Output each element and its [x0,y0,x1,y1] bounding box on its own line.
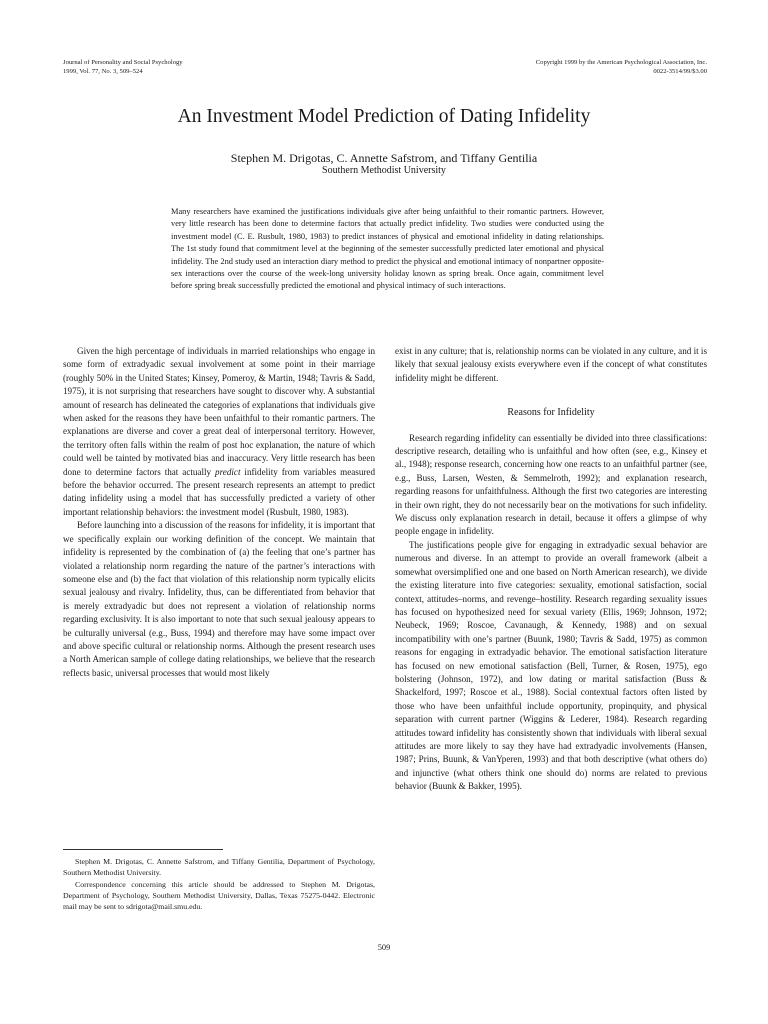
emphasis-predict: predict [215,466,241,477]
intro-paragraph-1 [63,345,375,519]
right-column [395,345,707,794]
author-list: Stephen M. Drigotas, C. Annette Safstrom, and Tiffany Gentilia [230,151,538,165]
footnote-divider [63,849,223,850]
issn-line: 0022-3514/99/$3.00 [653,67,707,75]
article-title: An Investment Model Prediction of Dating Infidelity [177,106,591,127]
journal-volume: 1999, Vol. 77, No. 3, 509–524 [63,67,143,75]
reasons-paragraph-2: The justifications people give for engaging in extradyadic sexual behavior are numerous and diverse. In an attempt to provide an overall framework (albeit a somewhat oversimplified one and one based on North American research), we divide the existing literature into five categories: sexuality, emotional satisfaction, social context, attitudes–norms, and revenge–hostility. Research regarding sexuality issues has focused on hypothesized need for sexual variety (Ellis, 1969; Johnson, 1972; Neubeck, 1969; Roscoe, Cavanaugh, & Kennedy, 1988) and on sexual incompatibility with one’s partner (Buunk, 1980; Tavris & Sadd, 1975) as common reasons for engaging in extradyadic behavior. The emotional satisfaction literature has focused on new emotional satisfaction (Bell, Turner, & Rosen, 1975), ego bolstering (Johnson, 1972), and low dating or marital satisfaction (Buss & Shackelford, 1997; Roscoe et al., 1988). Social contextual factors often listed by those who have been unfaithful include opportunity, propinquity, and physical separation with current partner (Wiggins & Lederer, 1984). Research regarding attitudes toward infidelity has consistently shown that individuals with liberal sexual attitudes are more likely to say they have had extradyadic involvements (Hansen, 1987; Prins, Buunk, & VanYperen, 1993) and that both descriptive (what others do) and injunctive (what others think one should do) norms are related to previous behavior (Buunk & Bakker, 1995). [395,539,707,792]
author-affiliation: Southern Methodist University [322,165,446,176]
intro-paragraph-2: Before launching into a discussion of the reasons for infidelity, it is important that we specifically explain our working definition of the concept. We maintain that infidelity is represented by the combination of (a) the feeling that one’s partner has violated a relationship norm regarding the nature of the partner’s interactions with someone else and (b) the fact that violation of this relationship norm typically elicits sexual jealousy and rivalry. Infidelity, thus, can be differentiated from behavior that is merely extradyadic but does not represent a violation of relationship norms regarding exclusivity. It is also important to note that such sexual jealousy appears to be culturally universal (e.g., Buss, 1994) and therefore may have some impact over and above specific cultural or relationship norms. Although the present research uses a North American sample of college dating relationships, we believe that the research reflects basic, universal processes that would most likely [63,520,375,678]
copyright-line: Copyright 1999 by the American Psychological Association, Inc. [535,59,707,66]
journal-citation [63,59,183,76]
page-number: 509 [377,943,391,952]
reasons-paragraph-1: Research regarding infidelity can essentially be divided into three classifications: descriptive research, detailing who is unfaithful and how often (see, e.g., Kinsey et al., 1948); response research, concerning how one reacts to an unfaithful partner (see, e.g., Buss, Larsen, Westen, & Semmelroth, 1992); and explanation research, regarding reasons for unfaithfulness. Although the first two categories are interesting in their own right, they do not necessarily bear on the motivations for such infidelity. We discuss only explanation research in detail, because it offers a glimpse of why people engage in infidelity. [395,432,707,537]
section-heading: Reasons for Infidelity [507,407,595,419]
left-column [63,345,375,680]
intro-text-part: infidelity from variables measured before the behavior occurred. The present research represents an attempt to predict dating infidelity using a model that has successfully predicted a variety of other important relationship behaviors: the investment model (Rusbult, 1980, 1983). [63,466,375,517]
journal-name: Journal of Personality and Social Psychology [63,59,183,66]
author-note-affiliation: Stephen M. Drigotas, C. Annette Safstrom, and Tiffany Gentilia, Department of Psychology, Southern Methodist University. [63,857,375,878]
copyright-notice [536,59,707,76]
continued-paragraph: exist in any culture; that is, relationship norms can be violated in any culture, and it is likely that sexual jealousy exists everywhere even if the concept of what constitutes infidelity might be different. [395,346,707,383]
author-note [63,856,375,912]
author-note-correspondence: Correspondence concerning this article should be addressed to Stephen M. Drigotas, Department of Psychology, Southern Methodist University, Dallas, Texas 75275-0442. Electronic mail may be sent to sdrigota@mail.smu.edu. [63,879,375,912]
intro-text-part: Given the high percentage of individuals in married relationships who engage in some form of extradyadic sexual involvement at some point in their marriage (roughly 50% in the United States; Kinsey, Pomeroy, & Martin, 1948; Tavris & Sadd, 1975), it is not surprising that researchers have sought to discover why. A substantial amount of research has delineated the categories of explanations that individuals give when asked for the reasons they have been unfaithful to their romantic partners. The explanations are diverse and cover a great deal of interpersonal territory. However, the territory often falls within the realm of post hoc explanation, the nature of which could well be tainted by motivated bias and inaccuracy. Very little research has been done to determine factors that actually [63,346,375,477]
abstract: Many researchers have examined the justifications individuals give after being unfaithful to their romantic partners. However, very little research has been done to determine factors that actually predict infidelity. Two studies were conducted using the investment model (C. E. Rusbult, 1980, 1983) to predict instances of physical and emotional infidelity in dating relationships. The 1st study found that commitment level at the beginning of the semester successfully predicted later emotional and physical infidelity. The 2nd study used an interaction diary method to predict the physical and emotional intimacy of nonpartner opposite-sex interactions over the course of the week-long university holiday known as spring break. Once again, commitment level before spring break successfully predicted the emotional and physical intimacy of such interactions. [171,207,604,291]
